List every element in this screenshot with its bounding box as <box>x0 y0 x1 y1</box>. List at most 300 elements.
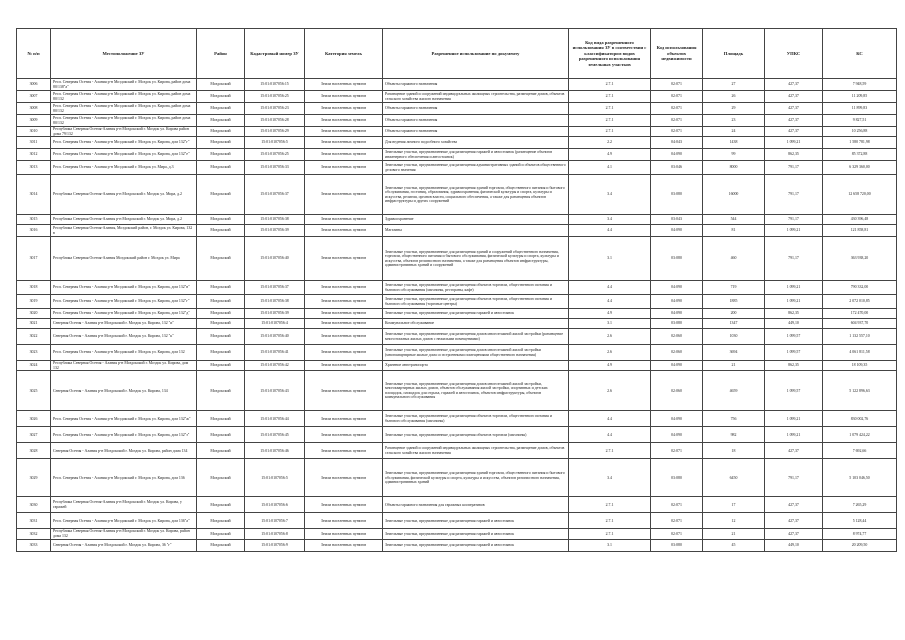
ks-cell: 790 332,00 <box>823 281 897 295</box>
table-header <box>17 29 897 79</box>
location-cell: Северная Осетия - Алания р-н Моздокский г. Моздок ул. Кирова, 134 <box>51 371 197 411</box>
use-code-cell: 2.7.1 <box>569 127 651 137</box>
row-number: 3028 <box>17 443 51 459</box>
district-cell: Моздокский <box>197 175 245 215</box>
use-code-cell: 2.7.1 <box>569 529 651 539</box>
location-cell: Северная Осетия - Алания р-н Моздокский г. Моздок ул. Кирова, 36 "г" <box>51 539 197 551</box>
table-row <box>17 161 897 175</box>
table-row <box>17 513 897 529</box>
table-row <box>17 149 897 161</box>
use-code-cell: 4.4 <box>569 427 651 443</box>
district-cell: Моздокский <box>197 237 245 281</box>
permitted-use-cell: Земельные участки, предназначенные для размещения зданий торговли, общественного питания и бытового обслуживания, физической культуры и спорта, культуры и искусства, объектов религиозного назначения, административных зданий <box>383 459 569 497</box>
use-code-cell: 2.7.1 <box>569 91 651 103</box>
location-cell: Респ. Северная Осетия - Алания р-н Моздокский г. Моздок ул. Кирова, дом 132"г" <box>51 295 197 309</box>
upks-cell: 1 099,57 <box>765 371 823 411</box>
permitted-use-cell: Объекты гаражного назначения для гаражных кооперативов <box>383 497 569 513</box>
permitted-use-cell: Здравоохранение <box>383 215 569 225</box>
land-category-cell: Земли населенных пунктов <box>305 127 383 137</box>
row-number: 3011 <box>17 137 51 149</box>
district-cell: Моздокский <box>197 91 245 103</box>
permitted-use-cell: Хранение автотранспорта <box>383 361 569 371</box>
land-category-cell: Земли населенных пунктов <box>305 513 383 529</box>
area-cell: 982 <box>703 427 765 443</box>
table-row <box>17 319 897 329</box>
table-body <box>17 79 897 552</box>
location-cell: Респ. Северная Осетия - Алания р-н Моздокский г. Моздок ул. Кирова, район дома 80/132 <box>51 91 197 103</box>
permitted-use-cell: Для ведения личного подсобного хозяйства <box>383 137 569 149</box>
land-category-cell: Земли населенных пунктов <box>305 319 383 329</box>
cadastral-number-cell: 15:01:0107056:7 <box>245 513 305 529</box>
upks-cell: 862,35 <box>765 309 823 319</box>
location-cell: Респ. Северная Осетия - Алания р-н Моздокский г. Моздок ул. Кирова, дом 136 <box>51 459 197 497</box>
row-number: 3019 <box>17 295 51 309</box>
district-cell: Моздокский <box>197 79 245 91</box>
land-category-cell: Земли населенных пунктов <box>305 237 383 281</box>
district-cell: Моздокский <box>197 329 245 345</box>
location-cell: Респ. Северная Осетия - Алания р-н Моздокский г. Моздок ул. Кирова, дом 132"е" <box>51 149 197 161</box>
property-code-cell: 02:060 <box>651 329 703 345</box>
table-row <box>17 345 897 361</box>
table-row <box>17 91 897 103</box>
table-row <box>17 529 897 539</box>
property-code-cell: 04:090 <box>651 427 703 443</box>
cadastral-number-cell: 15:01:0107056:41 <box>245 345 305 361</box>
cadastral-number-cell: 15:01:0107056:42 <box>245 361 305 371</box>
area-cell: 6450 <box>703 459 765 497</box>
property-code-cell: 02:071 <box>651 103 703 115</box>
location-cell: Респ. Северная Осетия - Алания р-н Моздокский г. Моздок ул. Кирова, дом 132 <box>51 345 197 361</box>
area-cell: 24 <box>703 127 765 137</box>
ks-cell: 430 396,48 <box>823 215 897 225</box>
cadastral-number-cell: 15:01:0107056:40 <box>245 237 305 281</box>
property-code-cell: 02:071 <box>651 513 703 529</box>
area-cell: 21 <box>703 361 765 371</box>
ks-cell: 11 899,83 <box>823 103 897 115</box>
row-number: 3032 <box>17 529 51 539</box>
district-cell: Моздокский <box>197 103 245 115</box>
area-cell: 756 <box>703 411 765 427</box>
table-row <box>17 115 897 127</box>
area-cell: 45 <box>703 539 765 551</box>
table-row <box>17 215 897 225</box>
district-cell: Моздокский <box>197 161 245 175</box>
use-code-cell: 2.7.1 <box>569 115 651 127</box>
table-row <box>17 443 897 459</box>
property-code-cell: 03:046 <box>651 161 703 175</box>
permitted-use-cell: Объекты гаражного назначения <box>383 115 569 127</box>
location-cell: Республика Северная Осетия-Алания р-н Моздокский г. Моздок ул. Кирова район дома 79/132 <box>51 127 197 137</box>
table-row <box>17 127 897 137</box>
ks-cell: 6 329 360,00 <box>823 161 897 175</box>
table-row <box>17 295 897 309</box>
land-category-cell: Земли населенных пунктов <box>305 91 383 103</box>
district-cell: Моздокский <box>197 411 245 427</box>
use-code-cell: 2.7.1 <box>569 103 651 115</box>
land-category-cell: Земли населенных пунктов <box>305 371 383 411</box>
ks-cell: 172 470,00 <box>823 309 897 319</box>
permitted-use-cell: Земельные участки, предназначенные для размещения административных зданий и объектов общественного делового значения <box>383 161 569 175</box>
property-code-cell: 03:043 <box>651 215 703 225</box>
property-code-cell: 02:060 <box>651 371 703 411</box>
property-code-cell: 04:090 <box>651 361 703 371</box>
property-code-cell: 02:071 <box>651 115 703 127</box>
use-code-cell: 3.1 <box>569 237 651 281</box>
row-number: 3023 <box>17 345 51 361</box>
cadastral-number-cell: 15:01:0107056:28 <box>245 115 305 127</box>
ks-cell: 18 109,35 <box>823 361 897 371</box>
district-cell: Моздокский <box>197 319 245 329</box>
area-cell: 4659 <box>703 371 765 411</box>
district-cell: Моздокский <box>197 137 245 149</box>
upks-cell: 449,10 <box>765 319 823 329</box>
row-number: 3029 <box>17 459 51 497</box>
upks-cell: 427,37 <box>765 79 823 91</box>
land-category-cell: Земли населенных пунктов <box>305 149 383 161</box>
ks-cell: 830 002,76 <box>823 411 897 427</box>
cadastral-number-cell: 15:01:0107056:46 <box>245 443 305 459</box>
area-cell: 1885 <box>703 295 765 309</box>
table-row <box>17 281 897 295</box>
land-category-cell: Земли населенных пунктов <box>305 443 383 459</box>
property-code-cell: 03:080 <box>651 175 703 215</box>
row-number: 3024 <box>17 361 51 371</box>
row-number: 3033 <box>17 539 51 551</box>
land-category-cell: Земли населенных пунктов <box>305 345 383 361</box>
cadastral-table <box>16 28 897 552</box>
column-header: Район <box>197 29 245 79</box>
ks-cell: 7 265,29 <box>823 497 897 513</box>
district-cell: Моздокский <box>197 539 245 551</box>
location-cell: Респ. Северная Осетия - Алания р-н Моздокский г. Моздок ул. Кирова, дом 132"в" <box>51 281 197 295</box>
ks-cell: 2 072 010,85 <box>823 295 897 309</box>
use-code-cell: 3.1 <box>569 319 651 329</box>
upks-cell: 427,37 <box>765 127 823 137</box>
cadastral-number-cell: 15:01:0107056:29 <box>245 127 305 137</box>
use-code-cell: 3.4 <box>569 175 651 215</box>
property-code-cell: 02:071 <box>651 529 703 539</box>
district-cell: Моздокский <box>197 345 245 361</box>
cadastral-number-cell: 15:01:0107056:6 <box>245 497 305 513</box>
cadastral-number-cell: 15:01:0107056:25 <box>245 149 305 161</box>
area-cell: 99 <box>703 149 765 161</box>
upks-cell: 427,37 <box>765 91 823 103</box>
column-header: Площадь <box>703 29 765 79</box>
location-cell: Республика Северная Осетия-Алания р-н Моздокский г. Моздок ул. Кирова, район дома 132 <box>51 529 197 539</box>
upks-cell: 427,37 <box>765 529 823 539</box>
use-code-cell: 4.1 <box>569 161 651 175</box>
upks-cell: 791,17 <box>765 237 823 281</box>
district-cell: Моздокский <box>197 459 245 497</box>
use-code-cell: 3.4 <box>569 215 651 225</box>
district-cell: Моздокский <box>197 361 245 371</box>
document-sheet <box>16 28 896 552</box>
cadastral-number-cell: 15:01:0107056:9 <box>245 539 305 551</box>
property-code-cell: 02:071 <box>651 79 703 91</box>
ks-cell: 5 122 896,63 <box>823 371 897 411</box>
location-cell: Респ. Северная Осетия - Алания р-н Моздокский г. Моздок ул. Мира, д.3 <box>51 161 197 175</box>
column-header: КС <box>823 29 897 79</box>
cadastral-number-cell: 15:01:0107056:38 <box>245 295 305 309</box>
district-cell: Моздокский <box>197 225 245 237</box>
location-cell: Респ. Северная Осетия - Алания р-н Моздокский г. Моздок ул. Кирова, район дома 80/138"а" <box>51 79 197 91</box>
cadastral-number-cell: 15:01:0107056:39 <box>245 309 305 319</box>
district-cell: Моздокский <box>197 281 245 295</box>
area-cell: 16000 <box>703 175 765 215</box>
property-code-cell: 02:071 <box>651 127 703 137</box>
land-category-cell: Земли населенных пунктов <box>305 215 383 225</box>
location-cell: Респ. Северная Осетия - Алания р-н Моздокский г. Моздок ул. Кирова, дом 132"д" <box>51 309 197 319</box>
property-code-cell: 04:090 <box>651 149 703 161</box>
property-code-cell: 04:090 <box>651 281 703 295</box>
use-code-cell: 2.6 <box>569 329 651 345</box>
ks-cell: 5 128,44 <box>823 513 897 529</box>
land-category-cell: Земли населенных пунктов <box>305 175 383 215</box>
ks-cell: 363 938,20 <box>823 237 897 281</box>
permitted-use-cell: Магазины <box>383 225 569 237</box>
table-row <box>17 427 897 443</box>
district-cell: Моздокский <box>197 309 245 319</box>
column-header: Категория земель <box>305 29 383 79</box>
table-row <box>17 411 897 427</box>
area-cell: 27 <box>703 79 765 91</box>
upks-cell: 1 099,57 <box>765 329 823 345</box>
use-code-cell: 4.4 <box>569 281 651 295</box>
location-cell: Республика Северная Осетия-Алания р-н Моздокский г. Моздок ул. Кирова, у гаражей <box>51 497 197 513</box>
permitted-use-cell: Земельные участки, предназначенные для размещения объектов торговли, общественного питания и бытового обслуживания (магазины, рестораны, кафе) <box>383 281 569 295</box>
land-category-cell: Земли населенных пунктов <box>305 427 383 443</box>
use-code-cell: 3.4 <box>569 459 651 497</box>
land-category-cell: Земли населенных пунктов <box>305 411 383 427</box>
column-header: Местоположение ЗУ <box>51 29 197 79</box>
area-cell: 460 <box>703 237 765 281</box>
location-cell: Респ. Северная Осетия - Алания р-н Моздокский г. Моздок ул. Кирова, дом 132"з" <box>51 427 197 443</box>
ks-cell: 10 256,88 <box>823 127 897 137</box>
cadastral-number-cell: 15:01:0107056:44 <box>245 411 305 427</box>
table-row <box>17 225 897 237</box>
location-cell: Республика Северная Осетия-Алания р-н Моздокский г. Моздок ул. Мира, д.2 <box>51 215 197 225</box>
ks-cell: 5 103 046,50 <box>823 459 897 497</box>
permitted-use-cell: Земельные участки, предназначенные для размещения гаражей и автостоянок <box>383 529 569 539</box>
row-number: 3007 <box>17 91 51 103</box>
column-header: № п/п <box>17 29 51 79</box>
table-row <box>17 497 897 513</box>
upks-cell: 791,17 <box>765 459 823 497</box>
location-cell: Северная Осетия - Алания р-н Моздокский г. Моздок ул. Кирова, 132 "к" <box>51 329 197 345</box>
land-category-cell: Земли населенных пунктов <box>305 329 383 345</box>
property-code-cell: 02:071 <box>651 91 703 103</box>
ks-cell: 604 937,70 <box>823 319 897 329</box>
permitted-use-cell: Земельные участки, предназначенные для размещения объектов торговли, общественного питания и бытового обслуживания (магазины) <box>383 411 569 427</box>
cadastral-number-cell: 15:01:0107056:39 <box>245 225 305 237</box>
district-cell: Моздокский <box>197 115 245 127</box>
row-number: 3014 <box>17 175 51 215</box>
location-cell: Северная Осетия - Алания р-н Моздокский г. Моздок ул. Кирова, 132 "и" <box>51 319 197 329</box>
cadastral-number-cell: 15:01:0107056:5 <box>245 459 305 497</box>
permitted-use-cell: Объекты гаражного назначения <box>383 103 569 115</box>
upks-cell: 427,37 <box>765 513 823 529</box>
upks-cell: 427,37 <box>765 497 823 513</box>
location-cell: Республика Северная Осетия-Алания Моздокский район г. Моздок ул. Мира <box>51 237 197 281</box>
property-code-cell: 03:080 <box>651 237 703 281</box>
use-code-cell: 2.6 <box>569 371 651 411</box>
ks-cell: 11 209,85 <box>823 91 897 103</box>
property-code-cell: 03:080 <box>651 319 703 329</box>
permitted-use-cell: Земельные участки, предназначенные для размещения домов многоэтажной жилой застройки, многоквартирных жилых домов, объектов обслуживания жилой застройки, спортивных и детских площадок, площадок для отдыха, гаражей и автостоянок, объектов инфраструктуры, объектов коммунального обслуживания <box>383 371 569 411</box>
area-cell: 21 <box>703 529 765 539</box>
area-cell: 1030 <box>703 329 765 345</box>
upks-cell: 1 099,21 <box>765 427 823 443</box>
table-row <box>17 103 897 115</box>
property-code-cell: 04:043 <box>651 137 703 149</box>
area-cell: 1347 <box>703 319 765 329</box>
ks-cell: 7 948,59 <box>823 79 897 91</box>
location-cell: Респ. Северная Осетия - Алания р-н Моздокский г. Моздок ул. Кирова, дом 132"ж" <box>51 411 197 427</box>
land-category-cell: Земли населенных пунктов <box>305 225 383 237</box>
ks-cell: 8 974,77 <box>823 529 897 539</box>
upks-cell: 1 099,21 <box>765 411 823 427</box>
area-cell: 544 <box>703 215 765 225</box>
row-number: 3010 <box>17 127 51 137</box>
district-cell: Моздокский <box>197 513 245 529</box>
row-number: 3030 <box>17 497 51 513</box>
area-cell: 17 <box>703 497 765 513</box>
cadastral-number-cell: 15:01:0107056:23 <box>245 103 305 115</box>
land-category-cell: Земли населенных пунктов <box>305 115 383 127</box>
land-category-cell: Земли населенных пунктов <box>305 161 383 175</box>
permitted-use-cell: Земельные участки, предназначенные для размещения гаражей и автостоянок <box>383 513 569 529</box>
upks-cell: 427,37 <box>765 115 823 127</box>
row-number: 3016 <box>17 225 51 237</box>
land-category-cell: Земли населенных пунктов <box>305 459 383 497</box>
ks-cell: 121 858,81 <box>823 225 897 237</box>
area-cell: 1438 <box>703 137 765 149</box>
upks-cell: 427,37 <box>765 443 823 459</box>
row-number: 3026 <box>17 411 51 427</box>
location-cell: Респ. Северная Осетия - Алания р-н Моздокский г. Моздок ул. Кирова, район дома 80/132 <box>51 103 197 115</box>
upks-cell: 791,17 <box>765 175 823 215</box>
ks-cell: 4 061 811,58 <box>823 345 897 361</box>
row-number: 3018 <box>17 281 51 295</box>
table-row <box>17 459 897 497</box>
location-cell: Республика Северная Осетия-Алания, Моздокский район, г. Моздок ул. Кирова, 132 в <box>51 225 197 237</box>
property-code-cell: 02:071 <box>651 443 703 459</box>
area-cell: 12 <box>703 513 765 529</box>
permitted-use-cell: Размещение зданий и сооружений индивидуальных жилищных строительства, размещение домов, объектов сельского хозяйства жилого назначения <box>383 443 569 459</box>
area-cell: 719 <box>703 281 765 295</box>
permitted-use-cell: Объекты гаражного назначения <box>383 127 569 137</box>
cadastral-number-cell: 15:01:0107056:37 <box>245 281 305 295</box>
use-code-cell: 2.7.1 <box>569 443 651 459</box>
ks-cell: 9 827,51 <box>823 115 897 127</box>
column-header: Разрешенное использование по документу <box>383 29 569 79</box>
area-cell: 26 <box>703 91 765 103</box>
table-row <box>17 361 897 371</box>
table-row <box>17 539 897 551</box>
permitted-use-cell: Земельные участки, предназначенные для размещения зданий и сооружений общественного назначения, торговли, общественного питания и бытового обслуживания, физической культуры и спорта, культуры и искусства, объектов религиозного назначения, а также для размещения объектов инфраструктуры, административных зданий и сооружений <box>383 237 569 281</box>
cadastral-number-cell: 15:01:0107056:25 <box>245 91 305 103</box>
property-code-cell: 03:080 <box>651 459 703 497</box>
row-number: 3006 <box>17 79 51 91</box>
use-code-cell: 4.9 <box>569 149 651 161</box>
use-code-cell: 3.1 <box>569 539 651 551</box>
district-cell: Моздокский <box>197 371 245 411</box>
use-code-cell: 4.9 <box>569 361 651 371</box>
district-cell: Моздокский <box>197 295 245 309</box>
permitted-use-cell: Земельные участки, предназначенные для размещения гаражей и автостоянок <box>383 309 569 319</box>
district-cell: Моздокский <box>197 443 245 459</box>
row-number: 3012 <box>17 149 51 161</box>
district-cell: Моздокский <box>197 215 245 225</box>
district-cell: Моздокский <box>197 127 245 137</box>
upks-cell: 791,17 <box>765 215 823 225</box>
row-number: 3009 <box>17 115 51 127</box>
table-row <box>17 175 897 215</box>
property-code-cell: 02:060 <box>651 345 703 361</box>
property-code-cell: 04:090 <box>651 309 703 319</box>
property-code-cell: 04:090 <box>651 411 703 427</box>
row-number: 3020 <box>17 309 51 319</box>
property-code-cell: 02:071 <box>651 497 703 513</box>
use-code-cell: 2.7.1 <box>569 79 651 91</box>
upks-cell: 1 099,21 <box>765 281 823 295</box>
area-cell: 8000 <box>703 161 765 175</box>
use-code-cell: 4.4 <box>569 225 651 237</box>
upks-cell: 427,37 <box>765 103 823 115</box>
area-cell: 23 <box>703 115 765 127</box>
row-number: 3015 <box>17 215 51 225</box>
cadastral-number-cell: 15:01:0107056:45 <box>245 427 305 443</box>
use-code-cell: 2.7.1 <box>569 497 651 513</box>
use-code-cell: 4.4 <box>569 295 651 309</box>
row-number: 3022 <box>17 329 51 345</box>
row-number: 3013 <box>17 161 51 175</box>
table-row <box>17 79 897 91</box>
permitted-use-cell: Коммунальное обслуживание <box>383 319 569 329</box>
permitted-use-cell: Земельные участки, предназначенные для размещения домов многоэтажной жилой застройки (размещение многоэтажных жилых домов с нежилыми помещениями) <box>383 329 569 345</box>
cadastral-number-cell: 15:01:0107056:33 <box>245 161 305 175</box>
upks-cell: 1 099,57 <box>765 345 823 361</box>
cadastral-number-cell: 15:01:0107056:5 <box>245 137 305 149</box>
location-cell: Респ. Северная Осетия - Алания р-н Моздокский г. Моздок ул. Кирова, дом 132"г" <box>51 137 197 149</box>
land-category-cell: Земли населенных пунктов <box>305 295 383 309</box>
upks-cell: 862,35 <box>765 149 823 161</box>
table-row <box>17 371 897 411</box>
permitted-use-cell: Земельные участки, предназначенные для размещения гаражей и автостоянок (размещение объектов инженерного обеспечения и автостоянок) <box>383 149 569 161</box>
property-code-cell: 04:090 <box>651 295 703 309</box>
location-cell: Респ. Северная Осетия - Алания р-н Моздокский г. Моздок ул. Кирова, район дома 80/132 <box>51 115 197 127</box>
ks-cell: 7 692,66 <box>823 443 897 459</box>
location-cell: Респ. Северная Осетия - Алания р-н Моздокский г. Моздок ул. Кирова, дом 136"а" <box>51 513 197 529</box>
ks-cell: 1 132 557,10 <box>823 329 897 345</box>
column-header: Код использования объектов недвижимости <box>651 29 703 79</box>
row-number: 3017 <box>17 237 51 281</box>
land-category-cell: Земли населенных пунктов <box>305 529 383 539</box>
row-number: 3025 <box>17 371 51 411</box>
land-category-cell: Земли населенных пунктов <box>305 79 383 91</box>
upks-cell: 1 099,21 <box>765 295 823 309</box>
cadastral-number-cell: 15:01:0107056:38 <box>245 215 305 225</box>
permitted-use-cell: Объекты гаражного назначения <box>383 79 569 91</box>
land-category-cell: Земли населенных пунктов <box>305 103 383 115</box>
permitted-use-cell: Земельные участки, предназначенные для размещения зданий торговли, общественного питания и бытового обслуживания, гостиниц, образования, здравоохранения, физической культуры и спорта, культуры и искусства, религии, органов власти, социального обеспечения, а также для размещения объектов инфраструктуры и других сооружений <box>383 175 569 215</box>
district-cell: Моздокский <box>197 529 245 539</box>
land-category-cell: Земли населенных пунктов <box>305 497 383 513</box>
area-cell: 3694 <box>703 345 765 361</box>
land-category-cell: Земли населенных пунктов <box>305 361 383 371</box>
permitted-use-cell: Земельные участки, предназначенные для размещения гаражей и автостоянок <box>383 539 569 551</box>
use-code-cell: 2.7.1 <box>569 513 651 529</box>
